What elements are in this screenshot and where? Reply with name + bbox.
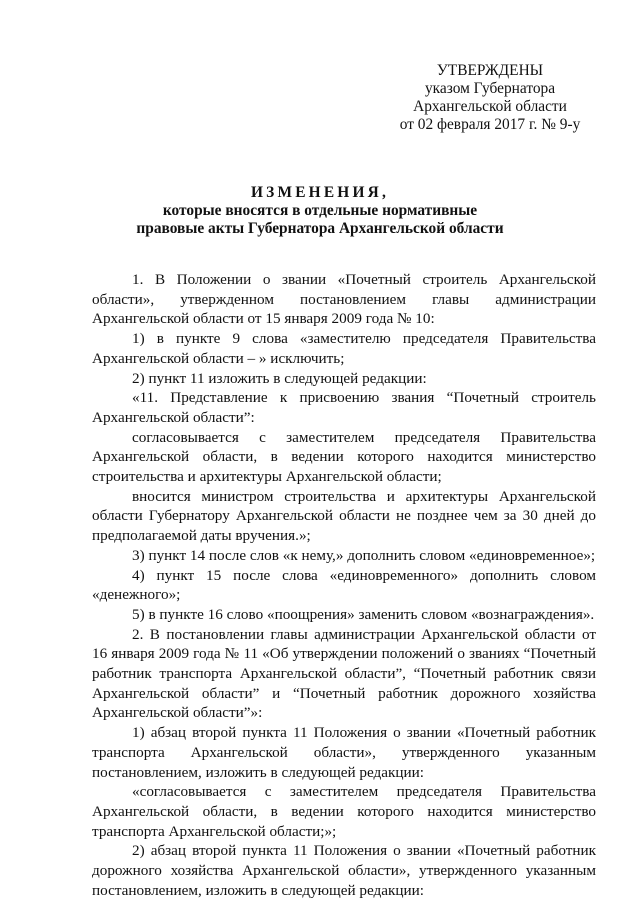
approval-title: УТВЕРЖДЕНЫ: [436, 62, 544, 79]
document-subtitle-line-2: правовые акты Губернатора Архангельской области: [136, 220, 504, 237]
approval-by-decree: указом Губернатора: [424, 80, 556, 97]
item-1-sub-1: 1) в пункте 9 слова «заместителю председателя Правительства Архангельской области – » исключить;: [92, 330, 596, 367]
item-2-intro: 2. В постановлении главы администрации Архангельской области от 16 января 2009 года № 11 «Об утверждении положений о званиях “Почетный работник транспорта Архангельской области”, “Почетный работник связи Архангельской области” и “Почетный работник дорожного хозяйства Архангельской области”»:: [92, 625, 596, 722]
item-1-submission-clause: вносится министром строительства и архитектуры Архангельской области Губернатору Архангельской области не позднее чем за 30 дней до предполагаемой даты вручения.»;: [92, 487, 596, 545]
document-body: [92, 270, 596, 901]
item-2-sub-1: 1) абзац второй пункта 11 Положения о звании «Почетный работник транспорта Архангельской области», утвержденного указанным постановлением, изложить в следующей редакции:: [92, 724, 596, 781]
approval-stamp: [370, 62, 610, 134]
item-1-sub-5: 5) в пункте 16 слово «поощрения» заменить словом «вознаграждения».: [132, 605, 595, 623]
document-title: ИЗМЕНЕНИЯ,: [250, 184, 390, 201]
item-1-intro: 1. В Положении о звании «Почетный строитель Архангельской области», утвержденном постановлением главы администрации Архангельской области от 15 января 2009 года № 10:: [92, 271, 596, 328]
document-heading: [0, 184, 640, 238]
item-1-sub-4: 4) пункт 15 после слова «единовременного» дополнить словом «денежного»;: [92, 566, 596, 604]
item-2-sub-2: 2) абзац второй пункта 11 Положения о звании «Почетный работник дорожного хозяйства Архангельской области», утвержденного указанным постановлением, изложить в следующей редакции:: [92, 842, 596, 899]
item-1-sub-3: 3) пункт 14 после слов «к нему,» дополнить словом «единовременное»;: [132, 546, 596, 564]
item-1-sub-2: 2) пункт 11 изложить в следующей редакции:: [132, 369, 427, 387]
approval-date-number: от 02 февраля 2017 г. № 9-у: [399, 116, 581, 133]
item-1-new-point-11: «11. Представление к присвоению звания “Почетный строитель Архангельской области”:: [92, 389, 596, 426]
item-1-agreement-clause: согласовывается с заместителем председателя Правительства Архангельской области, в ведении которого находится министерство строительства и архитектуры Архангельской области;: [92, 428, 596, 486]
item-2-sub-1-text: «согласовывается с заместителем председателя Правительства Архангельской области, в ведении которого находится министерство транспорта Архангельской области;»;: [92, 783, 596, 840]
document-subtitle-line-1: которые вносятся в отдельные нормативные: [162, 202, 478, 219]
approval-region: Архангельской области: [413, 98, 567, 115]
